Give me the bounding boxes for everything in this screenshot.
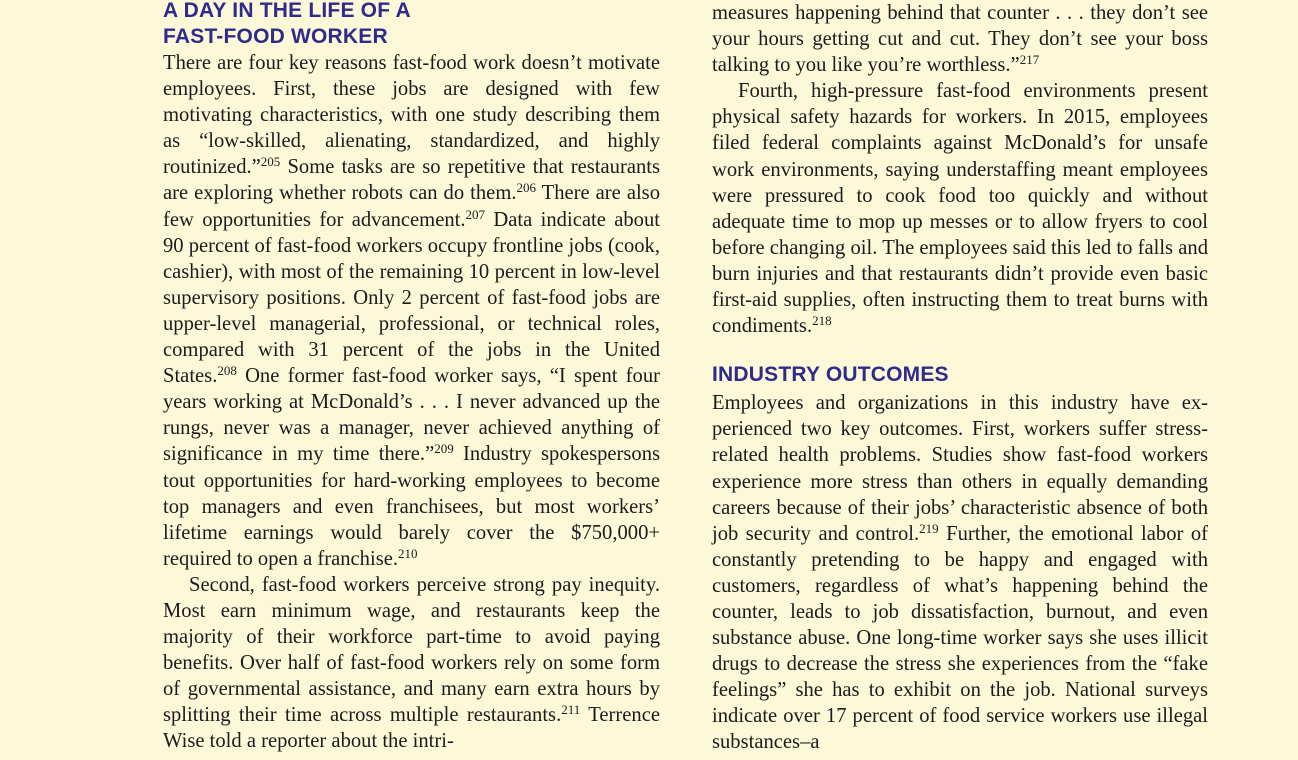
footnote-marker: 217 bbox=[1019, 52, 1040, 68]
section-heading-industry-outcomes: INDUSTRY OUTCOMES bbox=[712, 363, 949, 387]
text-run: Terrence Wise told a reporter about the intri- bbox=[163, 704, 660, 753]
text-run: Some tasks are so repetitive that restaurants are exploring whether robots can do them. bbox=[163, 156, 660, 205]
left-column bbox=[163, 0, 660, 755]
heading-line-2: FAST-FOOD WORKER bbox=[163, 25, 388, 48]
footnote-marker: 210 bbox=[398, 545, 418, 561]
heading-line-1: A DAY IN THE LIFE OF A bbox=[163, 0, 411, 22]
paragraph-four-reasons bbox=[163, 50, 660, 572]
text-run: There are four key reasons fast-food work doesn’t motivate employees. First, these jobs are designed with few motivating characteristics, with one study describing them as “low-skilled, alienating, standardized, and highly routinized.” bbox=[163, 52, 660, 179]
footnote-marker: 218 bbox=[812, 313, 832, 329]
text-run: Further, the emotional labor of constantly pretending to be happy and engaged with customers, regardless of what’s happening behind the counter, leads to job dissatisfaction, burnout, and even substance abuse. One long-time worker says she uses illicit drugs to decrease the stress she experiences from the “fake feelings” she has to exhibit on the job. National surveys indicate over 17 percent of food service workers use illegal substances–a bbox=[712, 522, 1208, 754]
text-run: Employees and organizations in this industry have experienced two key outcomes. First, workers suffer stress-related health problems. Studies show fast-food workers experience more stress than others in equally demanding careers because of their jobs’ characteristic absence of both job security and control. bbox=[712, 392, 1208, 545]
text-run: Second, fast-food workers perceive strong pay inequity. Most earn minimum wage, and restaurants keep the majority of their workforce part-time to avoid paying benefits. Over half of fast-food workers rely on some form of governmental assistance, and many earn extra hours by splitting their time across multiple restaurants. bbox=[163, 573, 660, 727]
text-run: There are also few opportunities for advancement. bbox=[163, 182, 660, 231]
footnote-marker: 219 bbox=[919, 520, 939, 536]
text-run: Data indicate about 90 percent of fast-food workers occupy frontline jobs (cook, cashier), with most of the remaining 10 percent in low-level supervisory positions. Only 2 percent of fast-food jobs are upper-level managerial, professional, or technical roles, compared with 31 percent of the jobs in the United States. bbox=[163, 208, 660, 388]
paragraph-industry-outcomes bbox=[712, 390, 1208, 755]
text-run: Industry spokespersons tout opportunities for hard-working employees to become top managers and even franchisees, but most workers’ lifetime earnings would barely cover the $750,000+ required to open a franchise. bbox=[163, 443, 661, 570]
footnote-marker: 207 bbox=[465, 206, 486, 222]
text-run: measures happening behind that counter . . . they don’t see your hours getting cut and cut. They don’t see your boss talking to you like you’re worthless.” bbox=[712, 2, 1208, 77]
footnote-marker: 206 bbox=[516, 180, 536, 196]
footnote-marker: 205 bbox=[260, 154, 281, 170]
footnote-marker: 208 bbox=[217, 363, 237, 379]
section-heading-day-in-life bbox=[163, 0, 660, 50]
footnote-marker: 209 bbox=[434, 441, 454, 457]
paragraph-pay-inequity bbox=[163, 572, 660, 755]
text-run: Fourth, high-pressure fast-food environments present physical safety hazards for workers. In 2015, employees filed federal complaints against McDonald’s for unsafe work environments, saying understaffing meant employees were pressured to cook food too quickly and without adequate time to mop up messes or to allow fryers to cool before changing oil. The employees said this led to falls and burn injuries and that restaurants didn’t provide even basic first-aid supplies, often instructing them to treat burns with condiments. bbox=[712, 80, 1208, 338]
right-column bbox=[712, 0, 1208, 756]
paragraph-safety-hazards bbox=[712, 78, 1208, 339]
text-run: One former fast-food worker says, “I spent four years working at McDonald’s . . . I never advanced up the rungs, never was a manager, never achieved anything of significance in my time there.” bbox=[163, 365, 660, 466]
footnote-marker: 211 bbox=[561, 702, 581, 718]
paragraph-continued-quote bbox=[712, 0, 1208, 78]
